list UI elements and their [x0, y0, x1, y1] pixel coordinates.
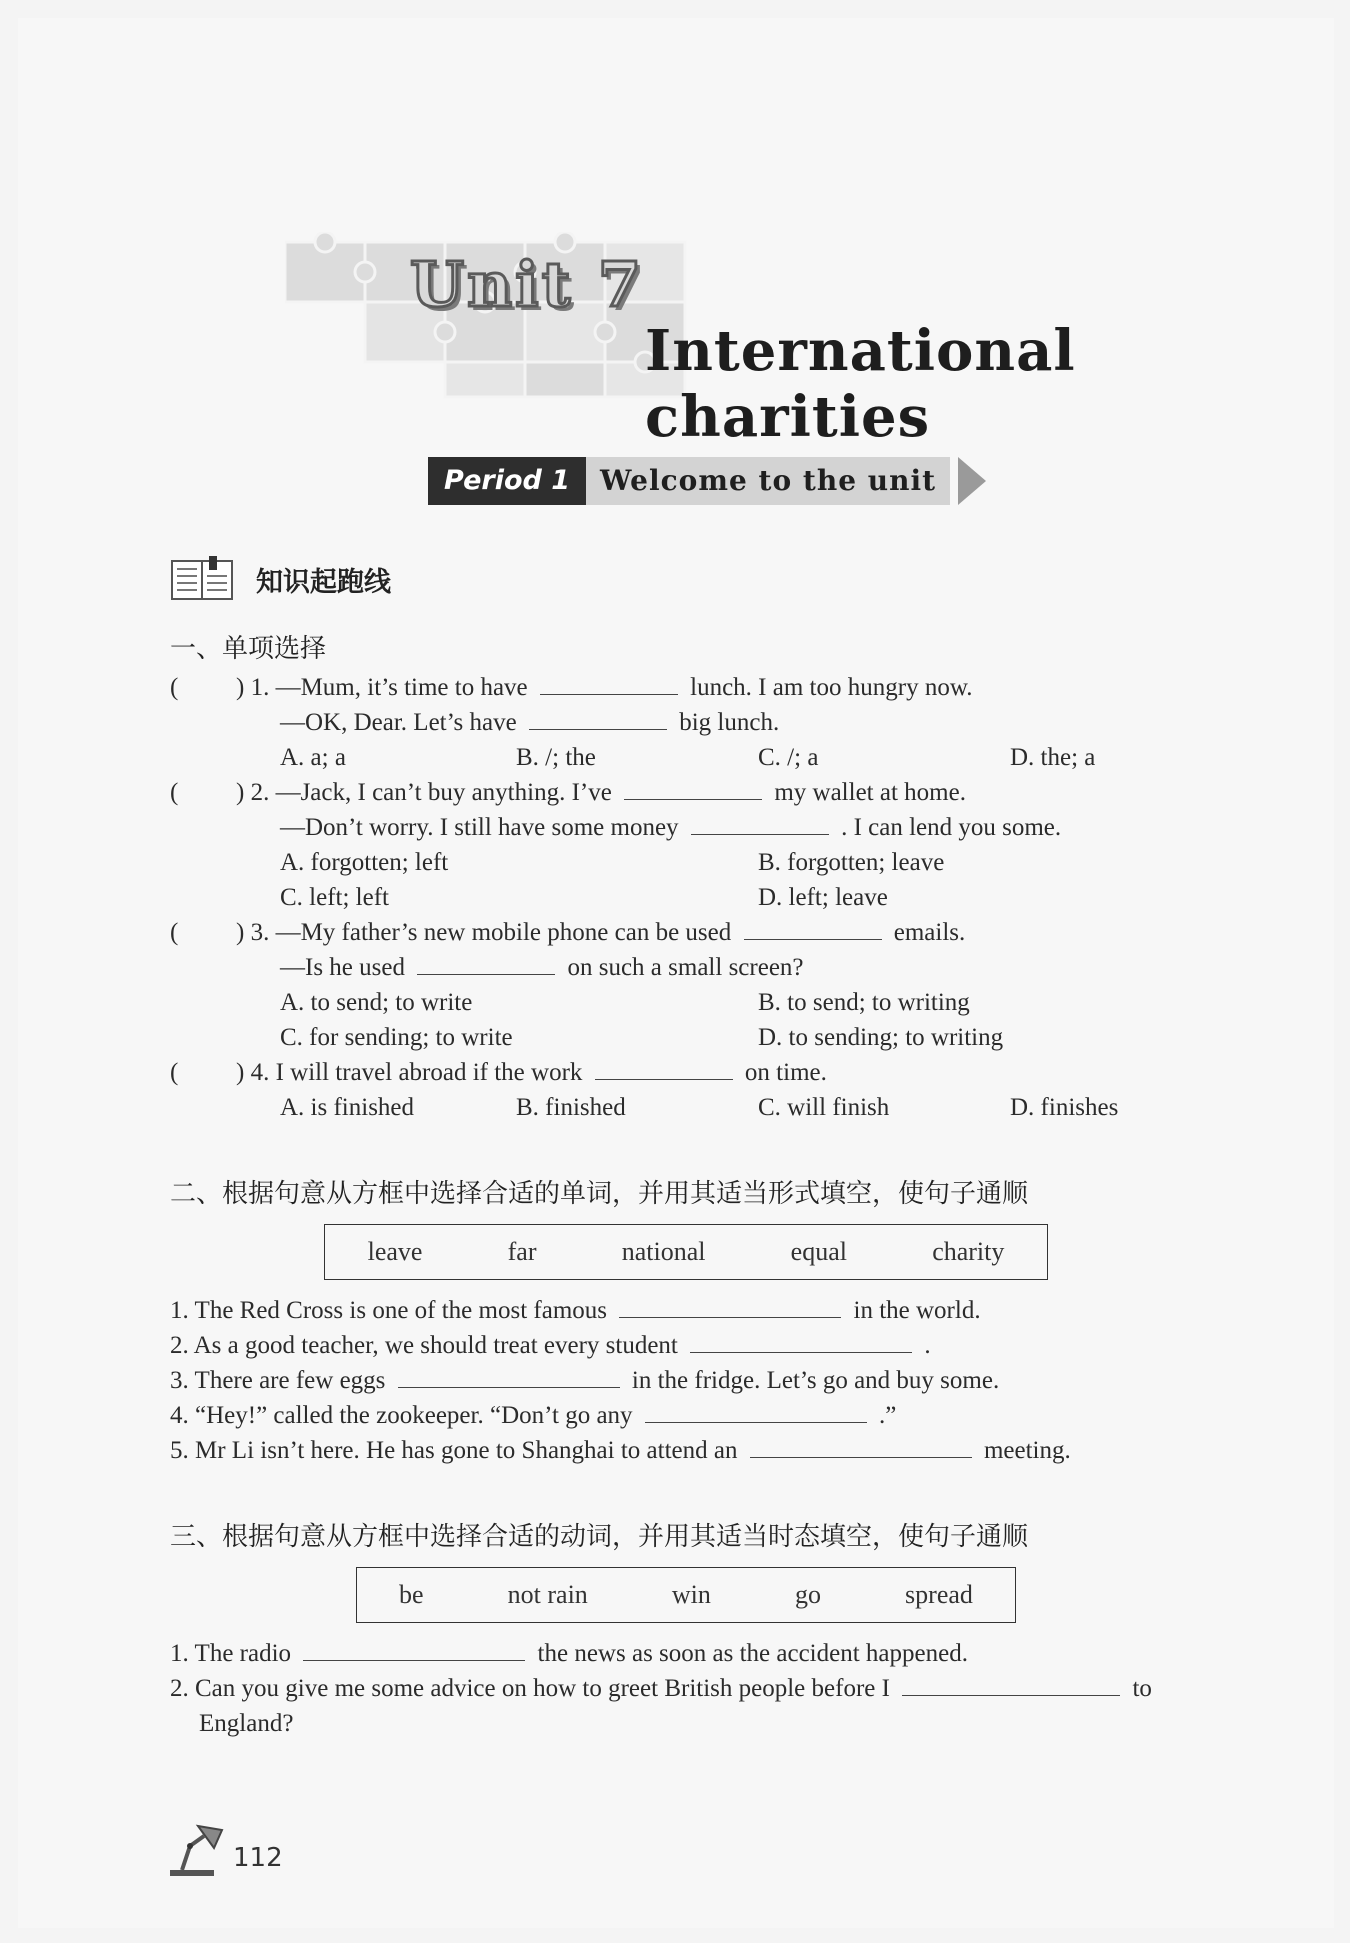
- word-box-item: equal: [790, 1237, 847, 1266]
- part2-sentence-3: [170, 1367, 999, 1395]
- sentence-text-end: in the world.: [853, 1297, 981, 1324]
- q3-option-a: A. to send; to write: [280, 989, 473, 1016]
- unit-number: Unit 7: [410, 248, 645, 321]
- q3-line1: [236, 919, 965, 947]
- q2-stem: ) 2. —Jack, I can’t buy anything. I’ve: [236, 779, 612, 806]
- answer-blank[interactable]: [690, 1351, 912, 1353]
- q1-response-end: big lunch.: [679, 709, 780, 736]
- q2-option-c: C. left; left: [280, 884, 389, 911]
- part3-heading: 三、根据句意从方框中选择合适的动词，并用其适当时态填空，使句子通顺: [170, 1522, 1029, 1552]
- q3-response: —Is he used: [280, 954, 405, 981]
- q1-option-b: B. /; the: [516, 744, 596, 771]
- part2-sentence-1: [170, 1297, 981, 1325]
- sentence-text: 4. “Hey!” called the zookeeper. “Don’t go any: [170, 1402, 633, 1429]
- sentence-text: 5. Mr Li isn’t here. He has gone to Shanghai to attend an: [170, 1437, 738, 1464]
- part3-sentence-2-cont: England?: [199, 1710, 294, 1737]
- word-box-item: leave: [367, 1237, 423, 1266]
- part1-heading: 一、单项选择: [170, 634, 327, 664]
- desk-lamp-icon: [168, 1820, 226, 1878]
- period-label: Period 1: [428, 457, 586, 505]
- answer-paren: (: [170, 1059, 179, 1086]
- period-name: Welcome to the unit: [586, 457, 950, 505]
- answer-paren: (: [170, 919, 179, 946]
- open-book-icon: [171, 555, 235, 601]
- sentence-text: 2. As a good teacher, we should treat every student: [170, 1332, 678, 1359]
- q2-option-b: B. forgotten; leave: [758, 849, 945, 876]
- sentence-text-end: the news as soon as the accident happened.: [537, 1640, 968, 1667]
- sentence-text: 3. There are few eggs: [170, 1367, 386, 1394]
- word-box-item: not rain: [507, 1580, 588, 1609]
- arrow-right-icon: [958, 457, 986, 505]
- word-box-item: win: [671, 1580, 711, 1609]
- page-number: 112: [233, 1843, 283, 1873]
- q2-line1: [236, 779, 966, 807]
- q4-option-d: D. finishes: [1010, 1094, 1119, 1121]
- q4-stem-end: on time.: [744, 1059, 827, 1086]
- q2-line2: [280, 814, 1061, 842]
- part2-heading: 二、根据句意从方框中选择合适的单词，并用其适当形式填空，使句子通顺: [170, 1179, 1029, 1209]
- sentence-text-end: in the fridge. Let’s go and buy some.: [631, 1367, 1000, 1394]
- answer-blank[interactable]: [750, 1456, 972, 1458]
- q1-stem: ) 1. —Mum, it’s time to have: [236, 674, 528, 701]
- answer-blank[interactable]: [398, 1386, 620, 1388]
- q1-option-a: A. a; a: [280, 744, 346, 771]
- answer-blank[interactable]: [417, 973, 555, 975]
- q1-line1: [236, 674, 973, 702]
- q4-line1: [236, 1059, 827, 1087]
- answer-blank[interactable]: [619, 1316, 841, 1318]
- q3-option-b: B. to send; to writing: [758, 989, 970, 1016]
- sentence-text: 2. Can you give me some advice on how to greet British people before I: [170, 1675, 890, 1702]
- part3-sentence-2: [170, 1675, 1152, 1703]
- q3-option-c: C. for sending; to write: [280, 1024, 513, 1051]
- word-box-item: national: [621, 1237, 706, 1266]
- answer-blank[interactable]: [540, 693, 678, 695]
- period-banner: [428, 457, 986, 505]
- answer-blank[interactable]: [624, 798, 762, 800]
- part3-sentence-1: [170, 1640, 968, 1668]
- q2-option-d: D. left; leave: [758, 884, 888, 911]
- sentence-text-end: .”: [879, 1402, 897, 1429]
- word-box: [356, 1567, 1016, 1623]
- q1-option-c: C. /; a: [758, 744, 819, 771]
- q3-line2: [280, 954, 804, 982]
- q2-response-end: . I can lend you some.: [841, 814, 1062, 841]
- answer-blank[interactable]: [744, 938, 882, 940]
- q3-response-end: on such a small screen?: [567, 954, 804, 981]
- answer-blank[interactable]: [645, 1421, 867, 1423]
- q1-option-d: D. the; a: [1010, 744, 1096, 771]
- q4-option-c: C. will finish: [758, 1094, 890, 1121]
- sentence-text-end: .: [924, 1332, 931, 1359]
- q2-stem-end: my wallet at home.: [774, 779, 966, 806]
- q4-stem: ) 4. I will travel abroad if the work: [236, 1059, 583, 1086]
- sentence-text-end: to: [1132, 1675, 1152, 1702]
- answer-blank[interactable]: [529, 728, 667, 730]
- part2-sentence-2: [170, 1332, 931, 1360]
- q3-option-d: D. to sending; to writing: [758, 1024, 1004, 1051]
- sentence-text: 1. The radio: [170, 1640, 292, 1667]
- word-box: [324, 1224, 1048, 1280]
- sentence-text: 1. The Red Cross is one of the most famous: [170, 1297, 607, 1324]
- q4-option-a: A. is finished: [280, 1094, 415, 1121]
- q2-option-a: A. forgotten; left: [280, 849, 449, 876]
- answer-blank[interactable]: [902, 1694, 1120, 1696]
- q1-response: —OK, Dear. Let’s have: [280, 709, 517, 736]
- q4-option-b: B. finished: [516, 1094, 626, 1121]
- q2-response: —Don’t worry. I still have some money: [280, 814, 679, 841]
- word-box-item: go: [794, 1580, 821, 1609]
- word-box-item: spread: [905, 1580, 973, 1609]
- part2-sentence-5: [170, 1437, 1071, 1465]
- answer-blank[interactable]: [595, 1078, 733, 1080]
- answer-blank[interactable]: [691, 833, 829, 835]
- word-box-item: far: [507, 1237, 537, 1266]
- q3-stem: ) 3. —My father’s new mobile phone can be used: [236, 919, 732, 946]
- answer-paren: (: [170, 674, 179, 701]
- word-box-item: charity: [932, 1237, 1005, 1266]
- word-box-item: be: [399, 1580, 424, 1609]
- answer-blank[interactable]: [303, 1659, 525, 1661]
- q1-line2: [280, 709, 779, 737]
- section-title: 知识起跑线: [256, 567, 391, 598]
- q3-stem-end: emails.: [893, 919, 966, 946]
- unit-title: International charities: [645, 318, 1076, 450]
- sentence-text-end: meeting.: [983, 1437, 1071, 1464]
- q1-stem-end: lunch. I am too hungry now.: [690, 674, 973, 701]
- answer-paren: (: [170, 779, 179, 806]
- part2-sentence-4: [170, 1402, 896, 1430]
